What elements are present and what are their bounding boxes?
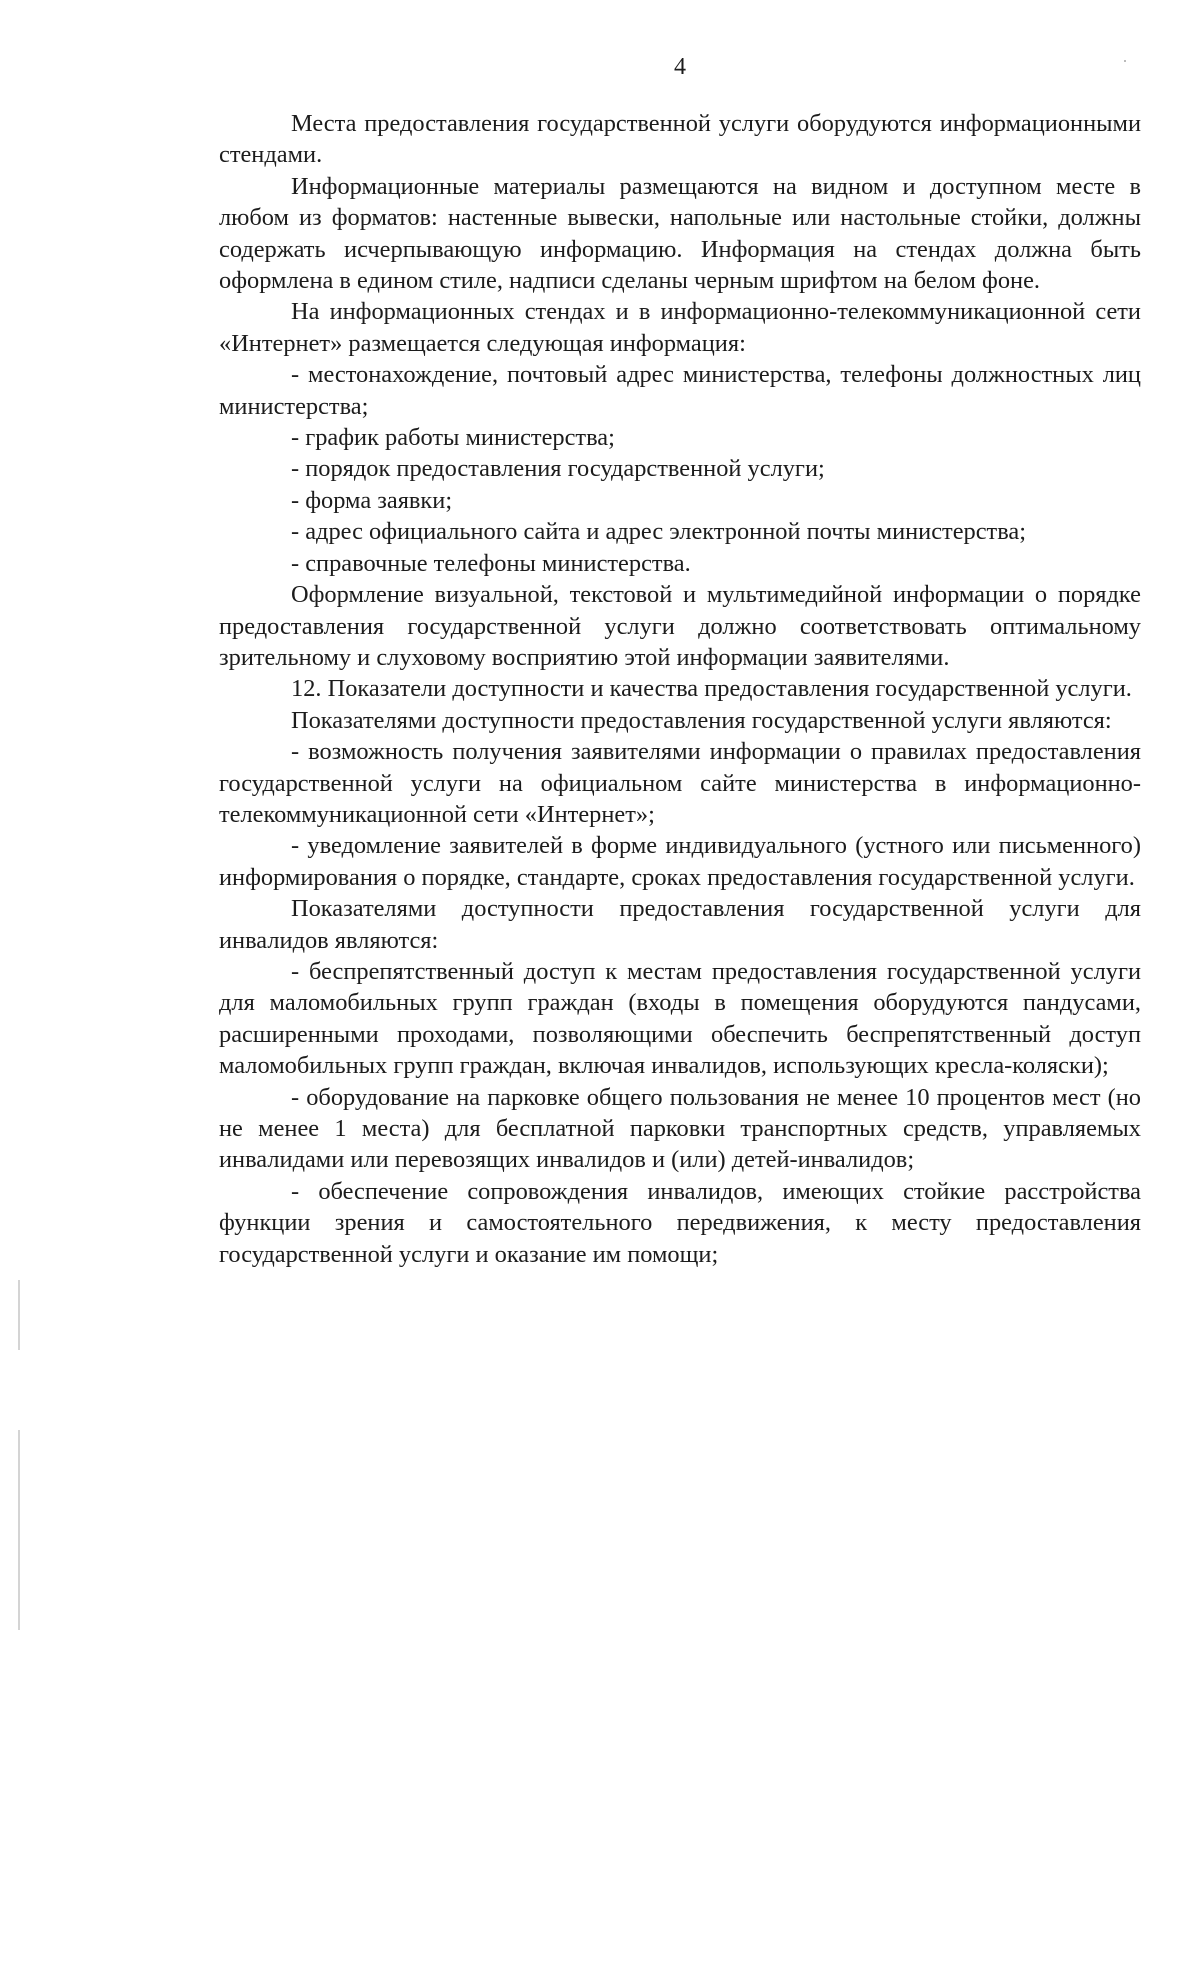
- list-item: - оборудование на парковке общего пользования не менее 10 процентов мест (но не менее 1 места) для бесплатной парковки транспортных средств, управляемых инвалидами или перевозящих инвалидов и (или) детей-инвалидов;: [219, 1083, 1141, 1174]
- paragraph: Показателями доступности предоставления государственной услуги для инвалидов являются:: [219, 895, 1141, 954]
- list-item: - график работы министерства;: [291, 424, 615, 452]
- paragraph: Места предоставления государственной услуги оборудуются информационными стендами.: [219, 110, 1141, 169]
- paragraph: Информационные материалы размещаются на видном и доступном месте в любом из форматов: настенные вывески, напольные или настольные стойки, должны содержать исчерпывающую информацию. Информация на стендах должна быть оформлена в едином стиле, надписи сделаны черным шрифтом на белом фоне.: [219, 172, 1141, 295]
- document-body: [219, 108, 1141, 1270]
- paragraph: Оформление визуальной, текстовой и мультимедийной информации о порядке предоставления государственной услуги должно соответствовать оптимальному зрительному и слуховому восприятию этой информации заявителями.: [219, 581, 1141, 671]
- paragraph: Показателями доступности предоставления государственной услуги являются:: [291, 706, 1112, 734]
- list-item: - адрес официального сайта и адрес электронной почты министерства;: [291, 518, 1027, 546]
- page-number: 4: [674, 54, 686, 80]
- section-heading: 12. Показатели доступности и качества предоставления государственной услуги.: [291, 675, 1132, 703]
- list-item: - обеспечение сопровождения инвалидов, имеющих стойкие расстройства функции зрения и самостоятельного передвижения, к месту предоставления государственной услуги и оказание им помощи;: [219, 1177, 1141, 1268]
- scan-speck: [1124, 60, 1126, 62]
- scan-edge-line: [18, 1430, 20, 1630]
- scan-edge-line: [18, 1280, 20, 1350]
- list-item: - беспрепятственный доступ к местам предоставления государственной услуги для маломобильных групп граждан (входы в помещения оборудуются пандусами, расширенными проходами, позволяющими обеспечить беспрепятственный доступ маломобильных групп граждан, включая инвалидов, использующих кресла-коляски);: [219, 957, 1141, 1080]
- list-item: - порядок предоставления государственной услуги;: [291, 455, 825, 483]
- list-item: - возможность получения заявителями информации о правилах предоставления государственной услуги на официальном сайте министерства в информационно-телекоммуникационной сети «Интернет»;: [219, 738, 1141, 828]
- list-item: - справочные телефоны министерства.: [291, 549, 691, 577]
- paragraph: На информационных стендах и в информационно-телекоммуникационной сети «Интернет» размещается следующая информация:: [219, 298, 1141, 357]
- list-item: - уведомление заявителей в форме индивидуального (устного или письменного) информирования о порядке, стандарте, сроках предоставления государственной услуги.: [219, 832, 1141, 891]
- list-item: - форма заявки;: [291, 486, 453, 514]
- list-item: - местонахождение, почтовый адрес министерства, телефоны должностных лиц министерства;: [219, 361, 1141, 420]
